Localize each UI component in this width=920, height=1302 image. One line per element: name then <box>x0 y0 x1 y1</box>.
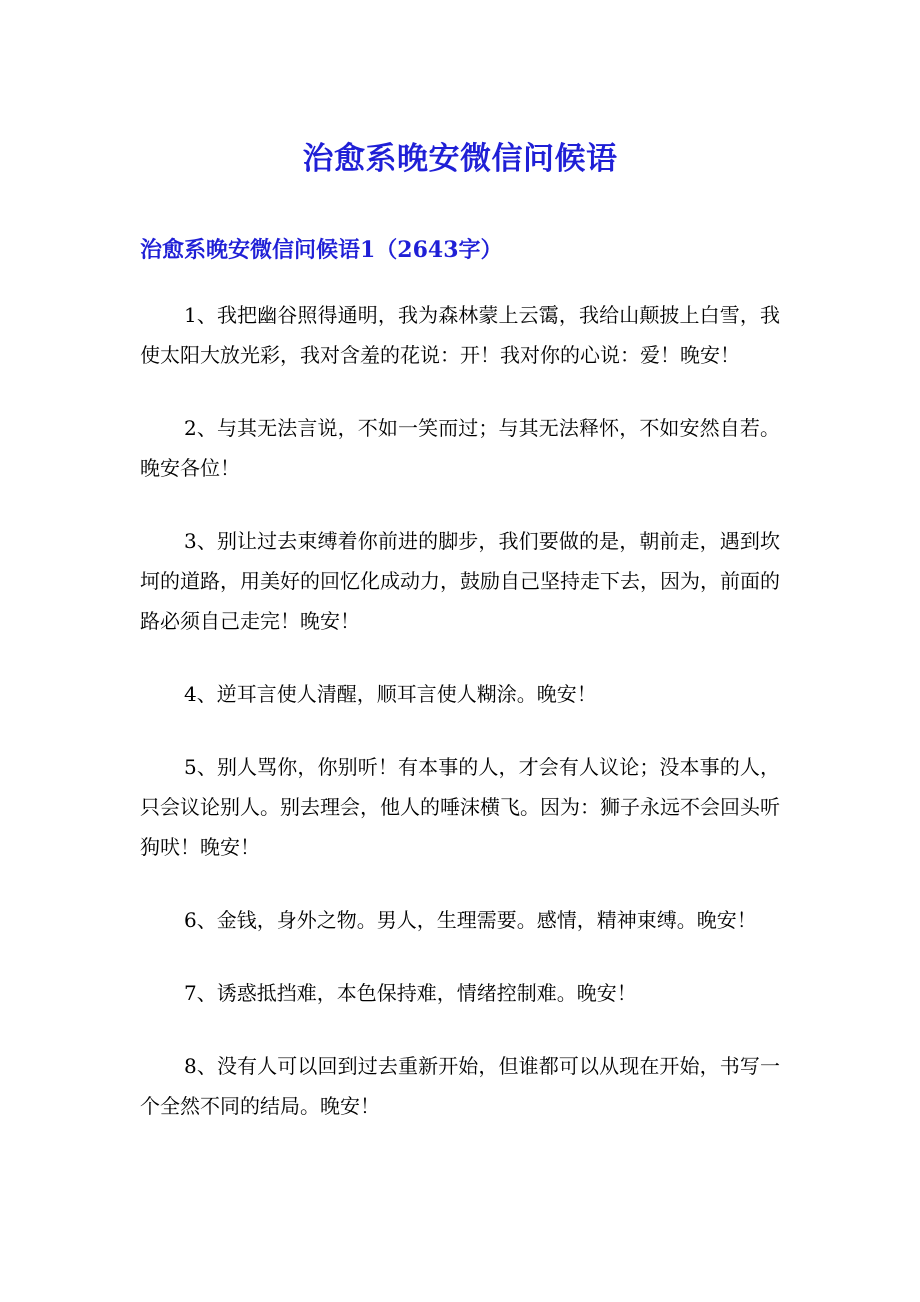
paragraph-5: 5、别人骂你，你别听！有本事的人，才会有人议论；没本事的人，只会议论别人。别去理会，他人的唾沫横飞。因为：狮子永远不会回头听狗吠！晚安！ <box>140 755 780 859</box>
document-title: 治愈系晚安微信问候语 <box>302 141 618 177</box>
section-heading: 治愈系晚安微信问候语1（2643字） <box>140 237 503 263</box>
document-body <box>140 295 780 1159</box>
paragraph-1: 1、我把幽谷照得通明，我为森林蒙上云霭，我给山颠披上白雪，我使太阳大放光彩，我对含羞的花说：开！我对你的心说：爱！晚安！ <box>140 303 780 367</box>
paragraph-2: 2、与其无法言说，不如一笑而过；与其无法释怀，不如安然自若。晚安各位！ <box>140 416 780 480</box>
paragraph-6: 6、金钱，身外之物。男人，生理需要。感情，精神束缚。晚安！ <box>184 908 757 932</box>
paragraph-8: 8、没有人可以回到过去重新开始，但谁都可以从现在开始，书写一个全然不同的结局。晚安！ <box>140 1054 780 1118</box>
paragraph-7: 7、诱惑抵挡难，本色保持难，情绪控制难。晚安！ <box>184 981 637 1005</box>
paragraph-4: 4、逆耳言使人清醒，顺耳言使人糊涂。晚安！ <box>184 682 597 706</box>
paragraph-3: 3、别让过去束缚着你前进的脚步，我们要做的是，朝前走，遇到坎坷的道路，用美好的回忆化成动力，鼓励自己坚持走下去，因为，前面的路必须自己走完！晚安！ <box>140 529 780 633</box>
